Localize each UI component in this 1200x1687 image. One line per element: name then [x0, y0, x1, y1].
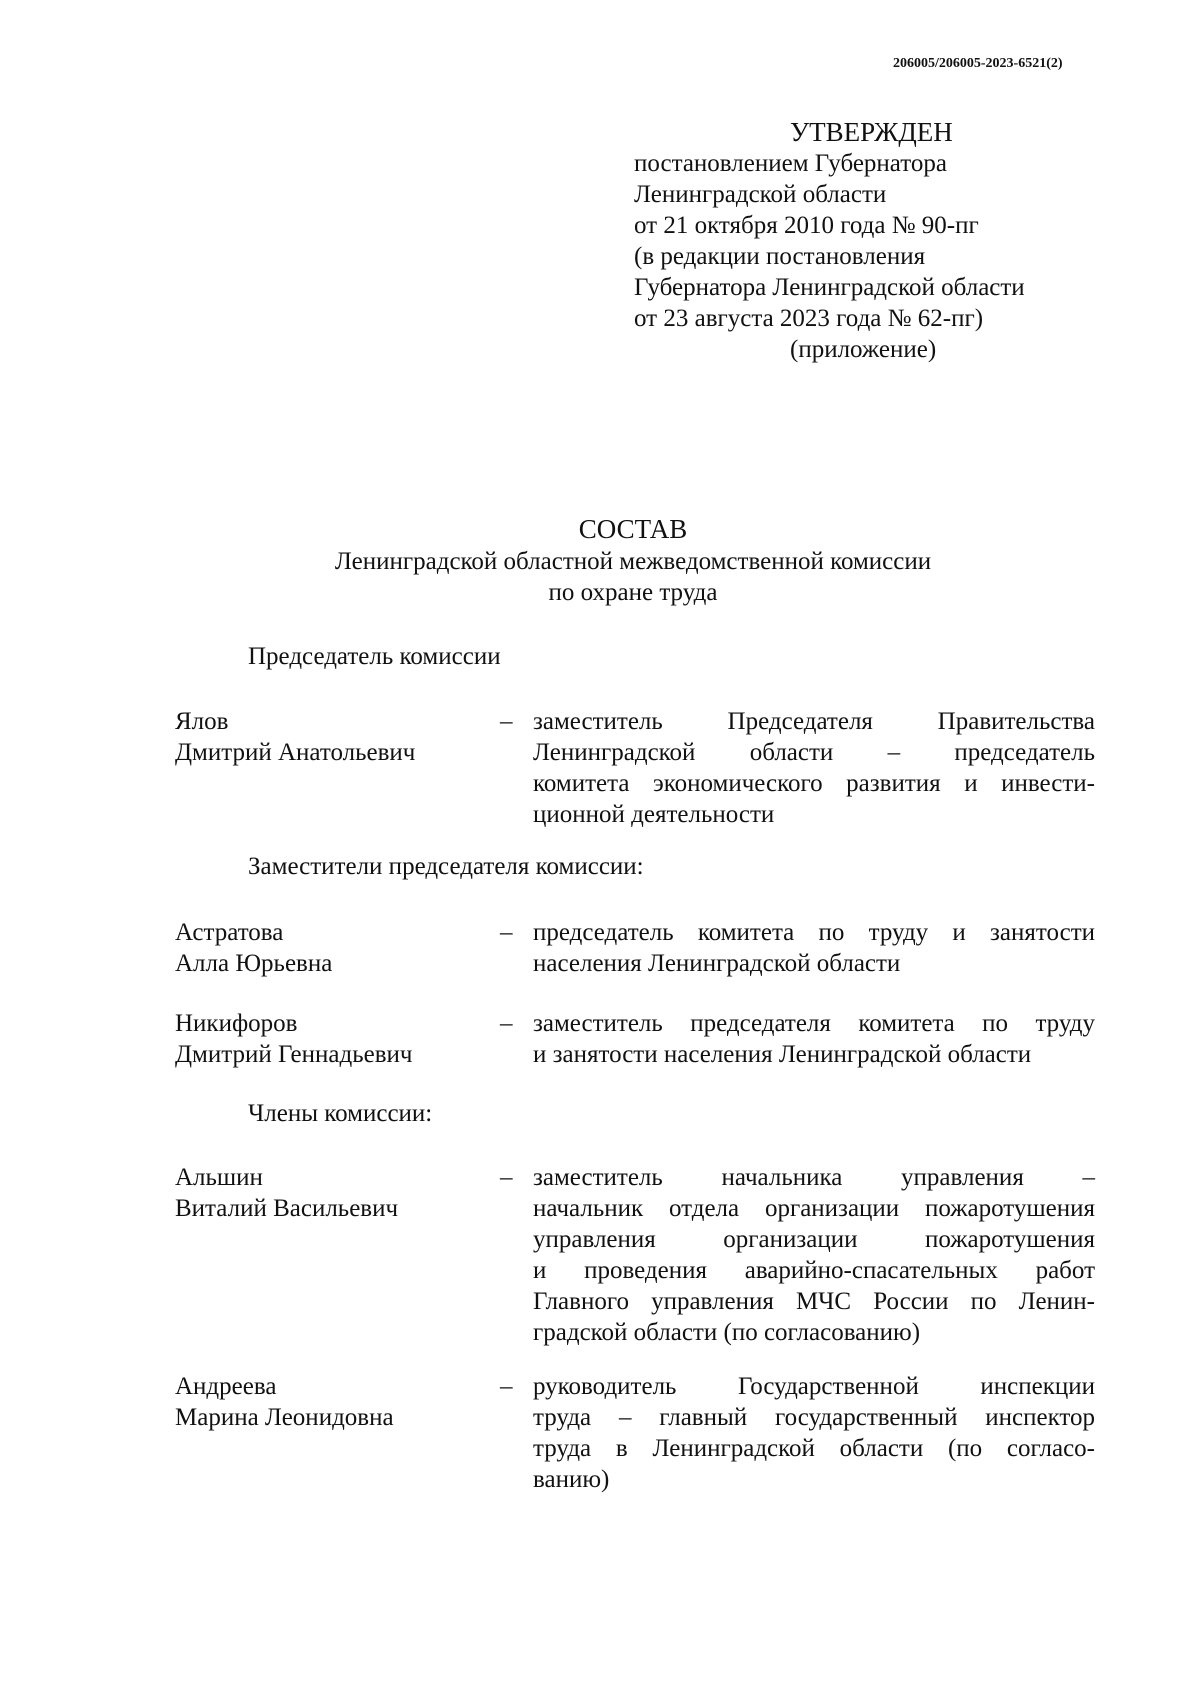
member-role: [533, 1008, 1095, 1070]
section-deputies-heading: Заместители председателя комиссии:: [248, 853, 644, 880]
member-role: [533, 1371, 1095, 1495]
member-name: [175, 1162, 398, 1224]
member-role: [533, 706, 1095, 830]
approval-block: [634, 116, 1025, 365]
section-chair-heading: Председатель комиссии: [248, 643, 501, 670]
role-line: управления организации пожаротушения: [533, 1226, 1095, 1253]
section-members-heading: Члены комиссии:: [248, 1100, 433, 1127]
approval-line: Губернатора Ленинградской области: [634, 274, 1025, 301]
member-given-name: Виталий Васильевич: [175, 1195, 399, 1222]
dash: –: [500, 1373, 513, 1400]
role-line: ванию): [533, 1466, 610, 1493]
title-line: Ленинградской областной межведомственной комиссии: [334, 548, 932, 575]
role-line: населения Ленинградской области: [533, 950, 901, 977]
approval-line: (в редакции постановления: [634, 243, 926, 270]
member-name: [175, 917, 332, 979]
member-given-name: Дмитрий Анатольевич: [175, 739, 416, 766]
role-line: труда – главный государственный инспектор: [533, 1404, 1095, 1431]
role-line: заместитель начальника управления –: [533, 1164, 1095, 1191]
role-line: руководитель Государственной инспекции: [533, 1373, 1095, 1400]
approval-line: от 21 октября 2010 года № 90-пг: [634, 212, 979, 239]
member-given-name: Дмитрий Геннадьевич: [175, 1041, 413, 1068]
role-line: председатель комитета по труду и занятости: [533, 919, 1095, 946]
document-title: [0, 512, 1200, 608]
document-number: 206005/206005-2023-6521(2): [893, 56, 1063, 71]
approval-heading: УТВЕРЖДЕН: [790, 117, 953, 147]
member-surname: Альшин: [175, 1164, 263, 1191]
member-name: [175, 1371, 394, 1433]
role-line: начальник отдела организации пожаротушения: [533, 1195, 1095, 1222]
member-surname: Астратова: [175, 919, 284, 946]
role-line: труда в Ленинградской области (по согласо-: [533, 1435, 1095, 1462]
title-line: по охране труда: [548, 579, 718, 606]
role-line: заместитель Председателя Правительства: [533, 708, 1095, 735]
dash: –: [500, 708, 513, 735]
role-line: заместитель председателя комитета по труду: [533, 1010, 1095, 1037]
role-line: и проведения аварийно-спасательных работ: [533, 1257, 1095, 1284]
role-line: градской области (по согласованию): [533, 1319, 921, 1346]
member-role: [533, 917, 1095, 979]
approval-appendix: (приложение): [790, 336, 937, 363]
member-given-name: Алла Юрьевна: [175, 950, 333, 977]
member-surname: Андреева: [175, 1373, 277, 1400]
member-given-name: Марина Леонидовна: [175, 1404, 394, 1431]
approval-line: постановлением Губернатора: [634, 150, 947, 177]
member-role: [533, 1162, 1095, 1348]
title-main: СОСТАВ: [578, 514, 688, 544]
role-line: Главного управления МЧС России по Ленин-: [533, 1288, 1095, 1315]
role-line: Ленинградской области – председатель: [533, 739, 1095, 766]
dash: –: [500, 919, 513, 946]
member-surname: Никифоров: [175, 1010, 298, 1037]
member-name: [175, 706, 415, 768]
dash: –: [500, 1164, 513, 1191]
role-line: комитета экономического развития и инвести-: [533, 770, 1095, 797]
approval-line: от 23 августа 2023 года № 62-пг): [634, 305, 984, 332]
approval-line: Ленинградской области: [634, 181, 887, 208]
role-line: и занятости населения Ленинградской области: [533, 1041, 1032, 1068]
member-surname: Ялов: [175, 708, 229, 735]
role-line: ционной деятельности: [533, 801, 775, 828]
dash: –: [500, 1010, 513, 1037]
member-name: [175, 1008, 412, 1070]
